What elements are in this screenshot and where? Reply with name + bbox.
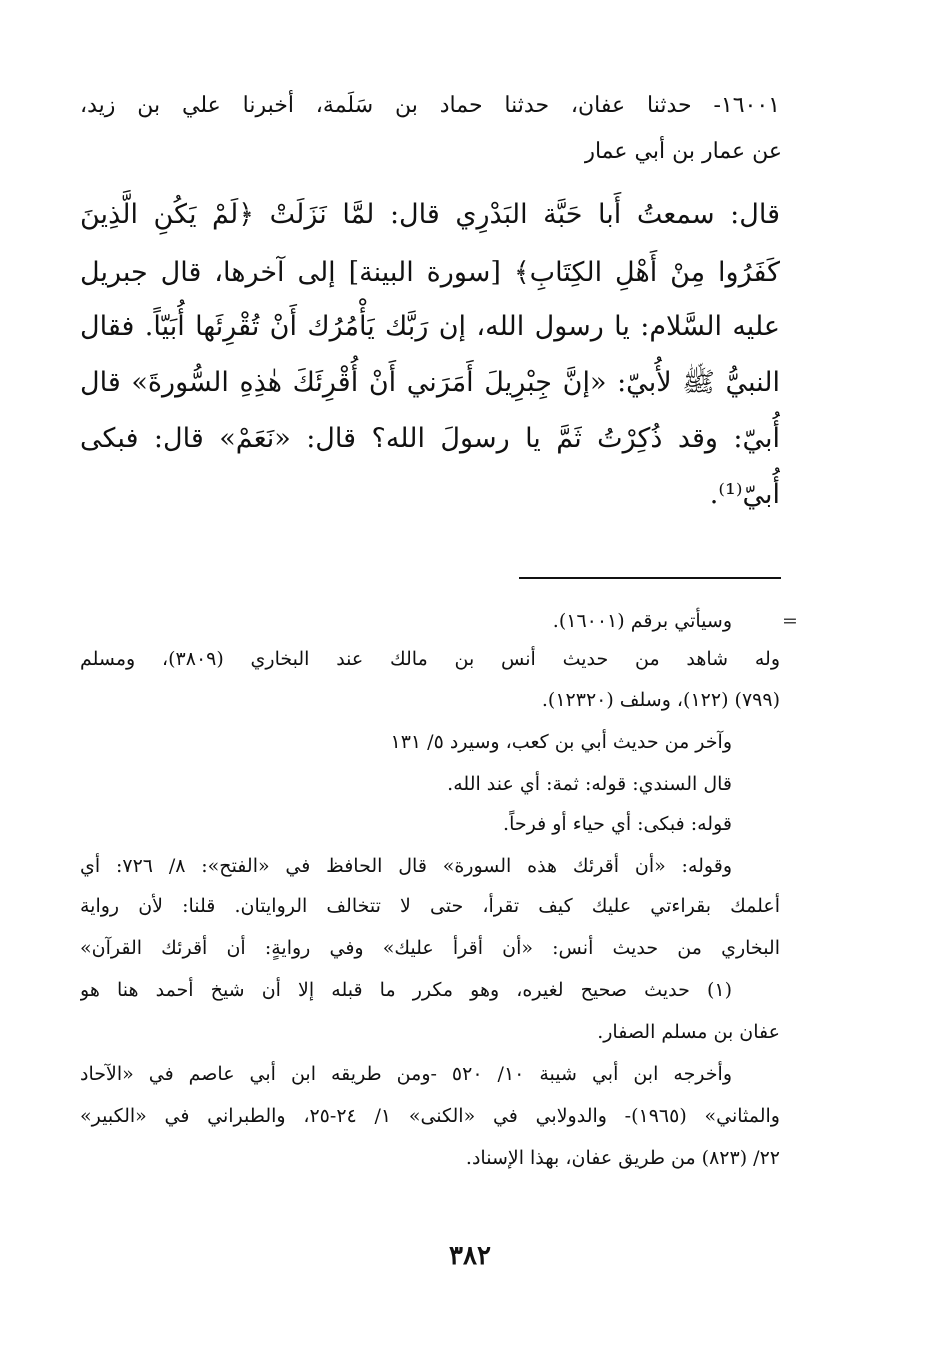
- footnote-line: (٧٩٩) (١٢٢)، وسلف (١٢٣٢٠).: [541, 689, 780, 711]
- footnote-line: وقوله: «أن أقرئك هذه السورة» قال الحافظ في «الفتح»: ٨/ ٧٢٦: أي: [80, 855, 732, 877]
- footnote-line: أعلمك بقراءتي عليك كيف تقرأ، حتى لا تتخالف الروايتان. قلنا: لأن رواية: [80, 895, 780, 917]
- hadith-matn-line: قال: سمعتُ أَبا حَبَّة البَدْرِي قال: لمَّا نَزَلَتْ ﴿لَمْ يَكُنِ الَّذِينَ: [80, 199, 780, 230]
- footnote-line: وآخر من حديث أبي بن كعب، وسيرد ٥/ ١٣١: [390, 731, 732, 753]
- page-number: ٣٨٢: [449, 1241, 491, 1271]
- footnote-line: وأخرجه ابن أبي شيبة ١٠/ ٥٢٠ -ومن طريقه ابن أبي عاصم في «الآحاد: [80, 1063, 732, 1085]
- footnote-line: وله شاهد من حديث أنس بن مالك عند البخاري (٣٨٠٩)، ومسلم: [80, 648, 780, 670]
- hadith-isnad-line: ١٦٠٠١- حدثنا عفان، حدثنا حماد بن سَلَمة، أخبرنا علي بن زيد،: [80, 93, 780, 118]
- footnote-separator: [519, 577, 781, 579]
- hadith-isnad-line: عن عمار بن أبي عمار: [584, 139, 782, 164]
- footnote-line: البخاري من حديث أنس: «أن أقرأ عليك» وفي روايةٍ: أن أقرئك القرآن»: [80, 937, 780, 959]
- footnote-continuation-mark: =: [782, 610, 798, 632]
- footnote-line: عفان بن مسلم الصفار.: [597, 1021, 780, 1043]
- footnote-line: وسيأتي برقم (١٦٠٠١).: [552, 610, 732, 632]
- hadith-matn-line: النبيُّ ﷺ لأُبيّ: «إنَّ جِبْرِيلَ أَمَرَني أَنْ أُقْرِئَكَ هٰذِهِ السُّورةَ» قال: [80, 367, 780, 398]
- footnote-line: قوله: فبكى: أي حياء أو فرحاً.: [503, 813, 732, 835]
- footnote-line: ٢٢/ (٨٢٣) من طريق عفان، بهذا الإسناد.: [465, 1147, 780, 1169]
- hadith-matn-line: أُبيّ⁽¹⁾.: [709, 479, 780, 510]
- hadith-matn-line: أُبيّ: وقد ذُكِرْتُ ثَمَّ يا رسولَ الله؟ قال: «نَعَمْ» قال: فبكى: [80, 423, 780, 454]
- footnote-line: والمثاني» (١٩٦٥)- والدولابي في «الكنى» ١/ ٢٤-٢٥، والطبراني في «الكبير»: [80, 1105, 780, 1127]
- hadith-matn-line: عليه السَّلام: يا رسول الله، إن رَبَّك يَأْمُرُك أَنْ تُقْرِئَها أُبَيّاً. فقال: [80, 311, 780, 342]
- footnote-line: قال السندي: قوله: ثمة: أي عند الله.: [447, 773, 732, 795]
- hadith-matn-line: كَفَرُوا مِنْ أَهْلِ الكِتَابِ﴾ [سورة البينة] إلى آخرها، قال جبريل: [80, 257, 780, 288]
- footnote-line: (١) حديث صحيح لغيره، وهو مكرر ما قبله إلا أن شيخ أحمد هنا هو: [80, 979, 732, 1001]
